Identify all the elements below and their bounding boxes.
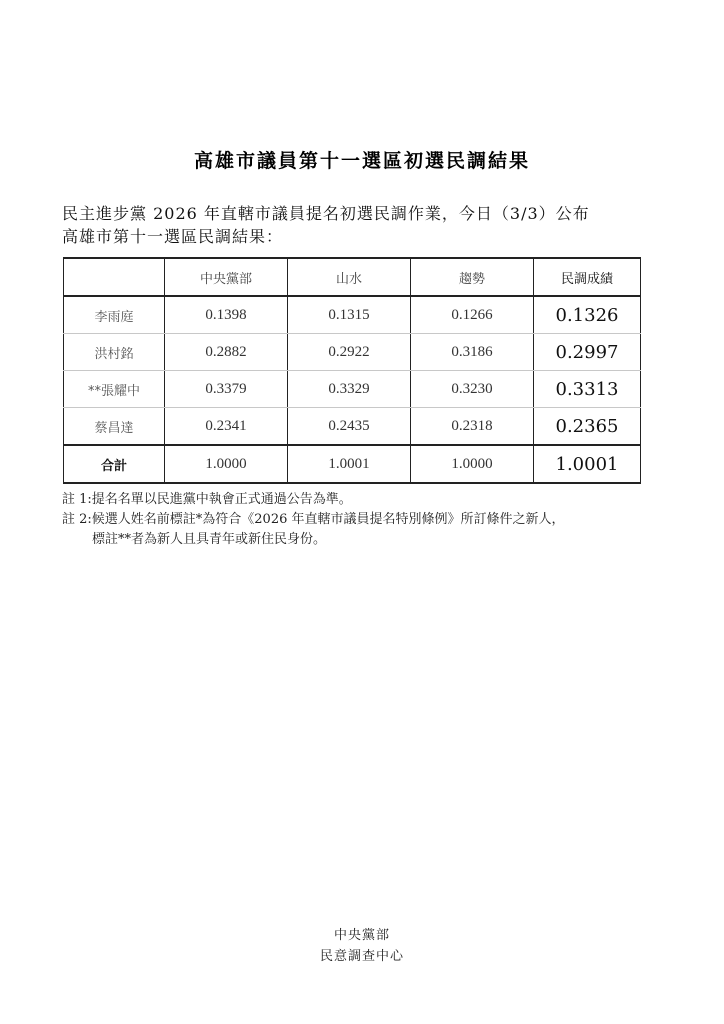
total-row — [64, 445, 641, 483]
table-row — [64, 408, 641, 446]
total-shanshui: 1.0001 — [288, 445, 411, 483]
table-row — [64, 334, 641, 371]
score-value: 0.1326 — [534, 296, 641, 334]
trend-value: 0.3186 — [411, 334, 534, 371]
header-score: 民調成績 — [534, 258, 641, 296]
total-trend: 1.0000 — [411, 445, 534, 483]
score-value: 0.2997 — [534, 334, 641, 371]
header-central: 中央黨部 — [165, 258, 288, 296]
trend-value: 0.3230 — [411, 371, 534, 408]
intro-line-2: 高雄市第十一選區民調結果： — [62, 227, 284, 246]
shanshui-value: 0.1315 — [288, 296, 411, 334]
intro-line-1: 民主進步黨 2026 年直轄市議員提名初選民調作業，今日（3/3）公布 — [62, 204, 590, 223]
candidate-name: 李雨庭 — [64, 296, 165, 334]
candidate-name: **張耀中 — [64, 371, 165, 408]
trend-value: 0.1266 — [411, 296, 534, 334]
central-value: 0.2341 — [165, 408, 288, 446]
shanshui-value: 0.2435 — [288, 408, 411, 446]
trend-value: 0.2318 — [411, 408, 534, 446]
issuer-line-2: 民意調查中心 — [319, 949, 404, 964]
table-row — [64, 296, 641, 334]
footnotes — [62, 490, 565, 550]
intro-paragraph — [62, 202, 590, 248]
total-central: 1.0000 — [165, 445, 288, 483]
note-1: 註 1:提名名單以民進黨中執會正式通過公告為準。 — [62, 492, 352, 507]
header-shanshui: 山水 — [288, 258, 411, 296]
table-row — [64, 371, 641, 408]
note-2-line-1: 註 2:候選人姓名前標註*為符合《2026 年直轄市議員提名特別條例》所訂條件之新人， — [62, 512, 565, 527]
central-value: 0.1398 — [165, 296, 288, 334]
score-value: 0.2365 — [534, 408, 641, 446]
candidate-name: 蔡昌達 — [64, 408, 165, 446]
candidate-name: 洪村銘 — [64, 334, 165, 371]
total-score: 1.0001 — [534, 445, 641, 483]
total-label: 合計 — [64, 445, 165, 483]
shanshui-value: 0.3329 — [288, 371, 411, 408]
header-blank — [64, 258, 165, 296]
page-title: 高雄市議員第十一選區初選民調結果 — [193, 150, 530, 172]
poll-results-table — [63, 257, 641, 484]
central-value: 0.2882 — [165, 334, 288, 371]
shanshui-value: 0.2922 — [288, 334, 411, 371]
note-2-line-2: 標註**者為新人且具青年或新住民身份。 — [92, 532, 327, 547]
score-value: 0.3313 — [534, 371, 641, 408]
issuer-signature — [0, 925, 724, 967]
table-header-row — [64, 258, 641, 296]
issuer-line-1: 中央黨部 — [333, 928, 390, 943]
header-trend: 趨勢 — [411, 258, 534, 296]
central-value: 0.3379 — [165, 371, 288, 408]
